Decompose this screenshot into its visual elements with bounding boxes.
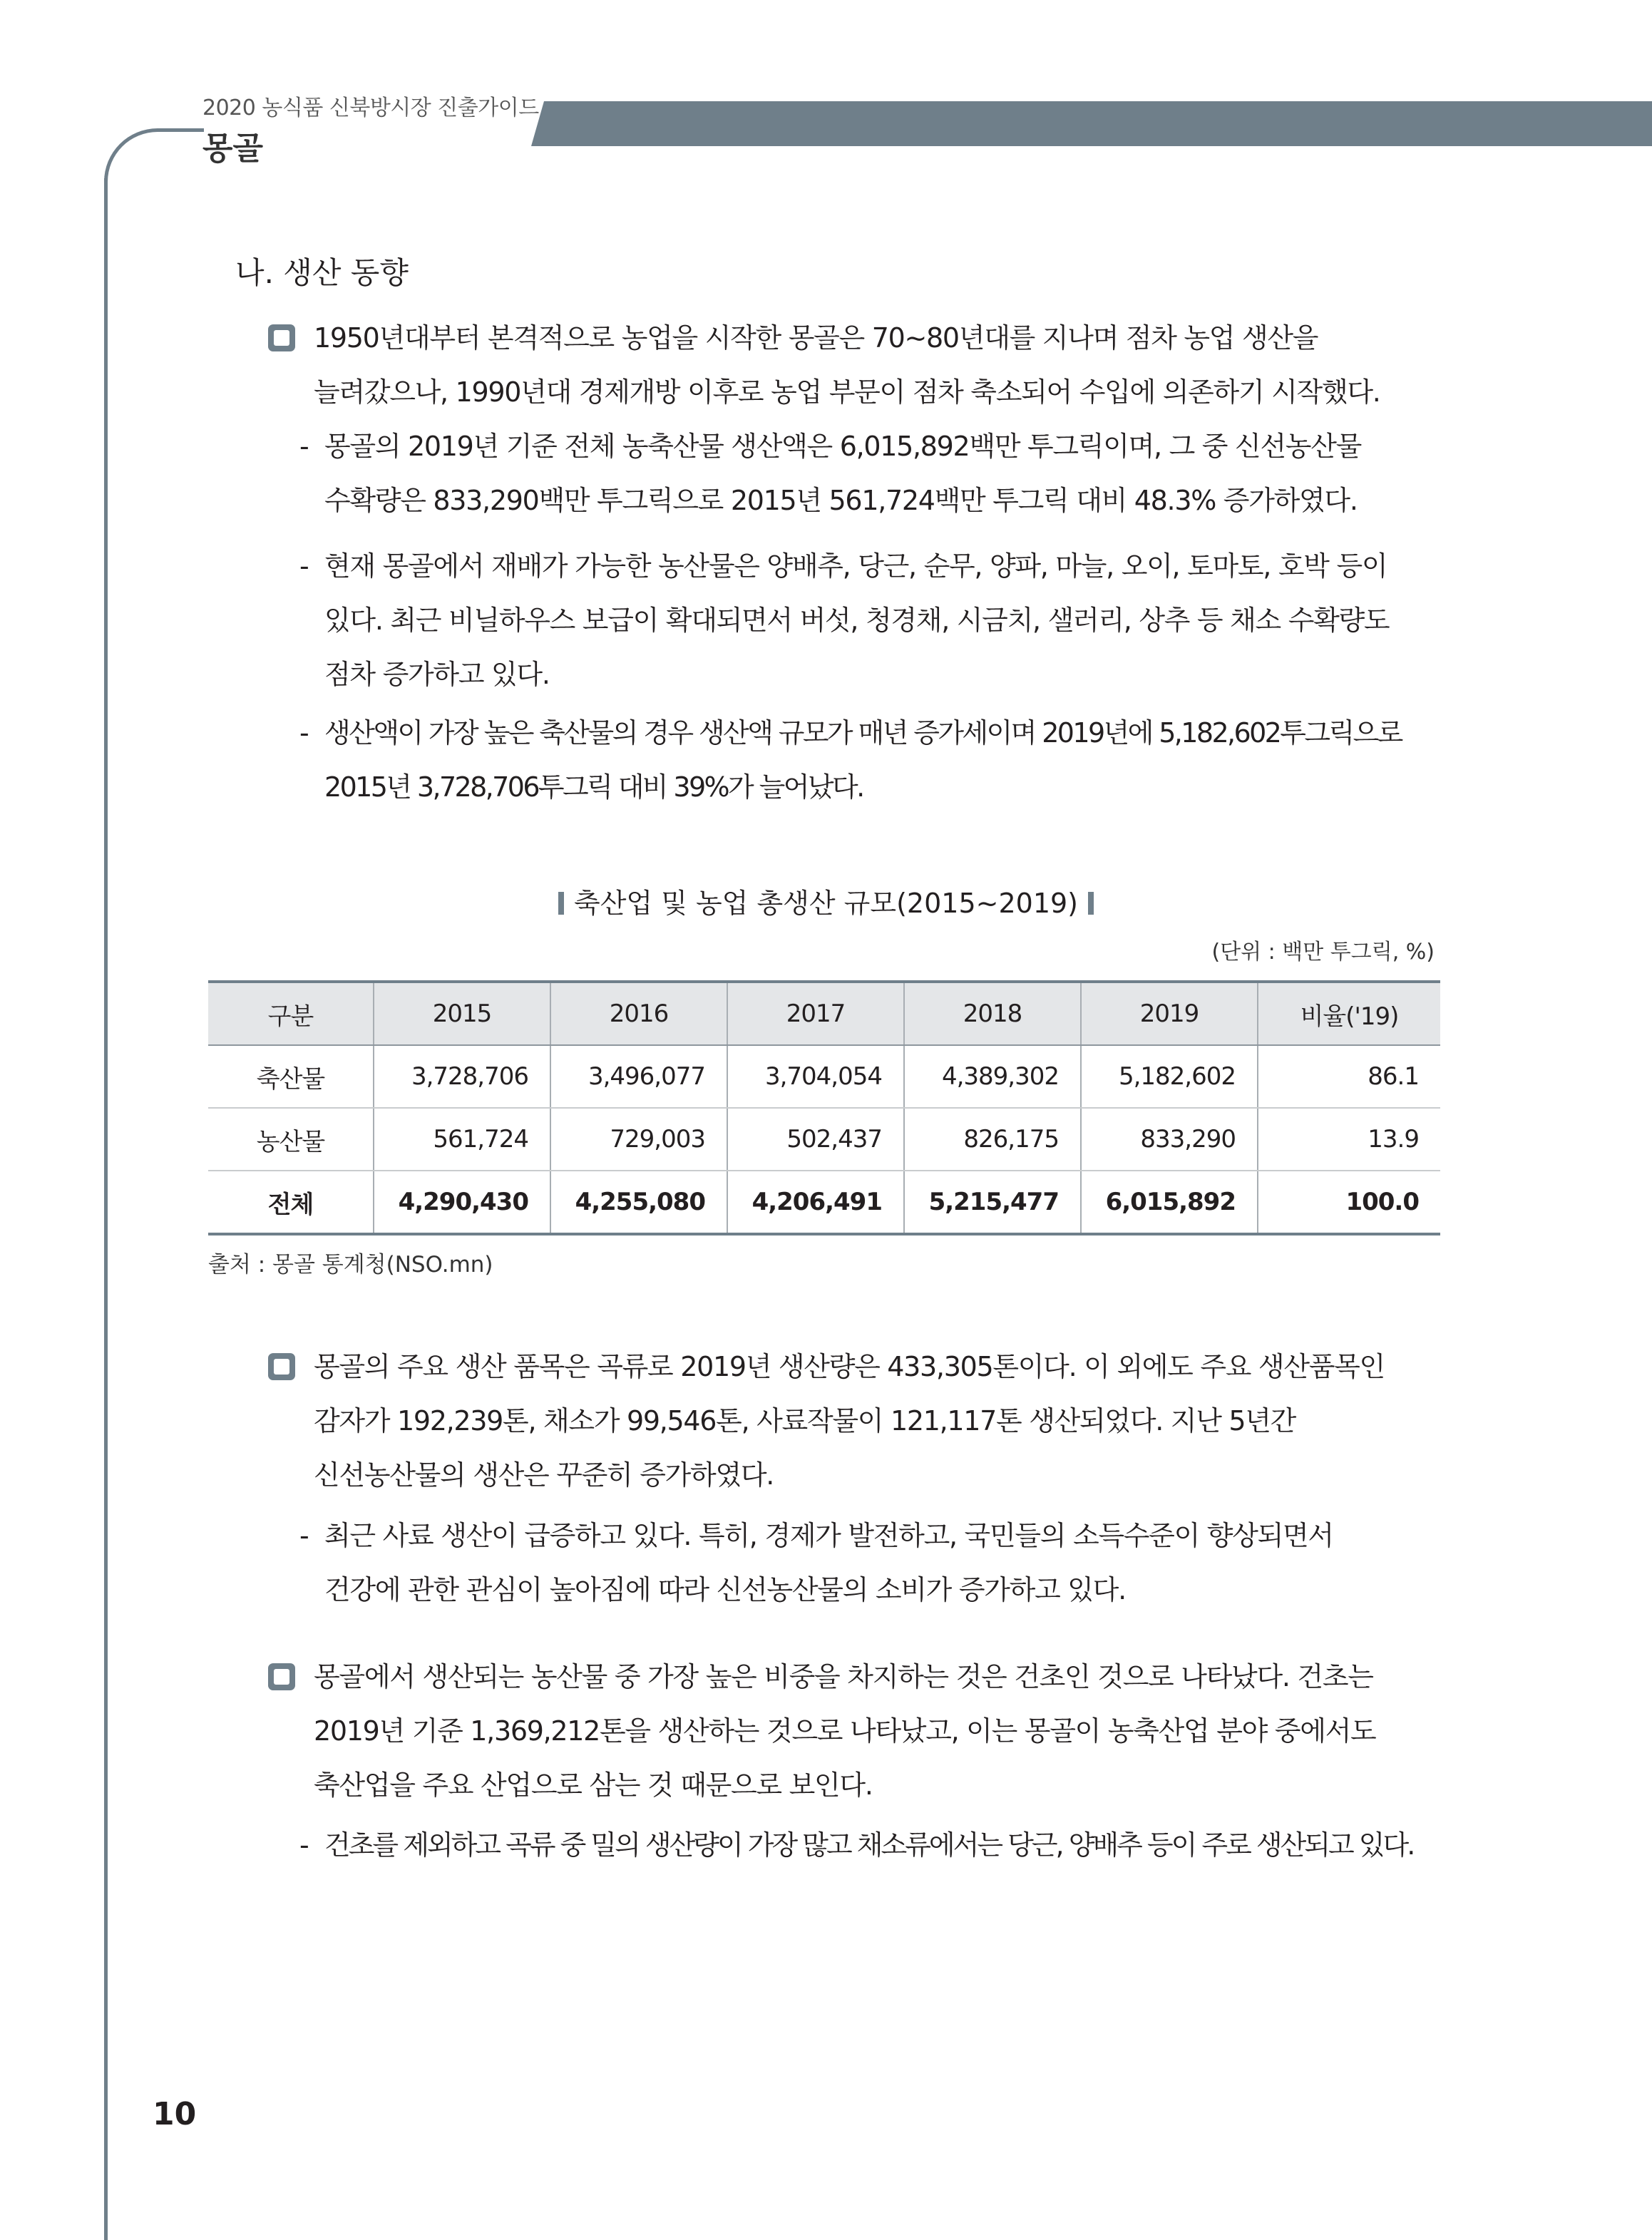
- column-header: 2015: [374, 982, 550, 1045]
- country-title: 몽골: [202, 130, 264, 167]
- dash-item-2: [324, 539, 1389, 702]
- table-cell: 3,704,054: [727, 1045, 904, 1108]
- table-cell: 826,175: [904, 1108, 1081, 1171]
- paragraph-line: 현재 몽골에서 재배가 가능한 농산물은 양배추, 당근, 순무, 양파, 마늘, 오이, 토마토, 호박 등이: [324, 550, 1387, 582]
- paragraph-line: 건강에 관한 관심이 높아짐에 따라 신선농산물의 소비가 증가하고 있다.: [324, 1574, 1126, 1605]
- dash-item-1: [324, 419, 1361, 528]
- paragraph-line: 수확량은 833,290백만 투그릭으로 2015년 561,724백만 투그릭 대비 48.3% 증가하였다.: [324, 485, 1358, 516]
- dash-bullet: -: [299, 1829, 309, 1861]
- paragraph-line: 생산액이 가장 높은 축산물의 경우 생산액 규모가 매년 증가세이며 2019년에 5,182,602투그릭으로: [324, 717, 1402, 749]
- table-cell: 561,724: [374, 1108, 550, 1171]
- paragraph-line: 2015년 3,728,706투그릭 대비 39%가 늘어났다.: [324, 771, 863, 803]
- dash-item-5: [324, 1818, 1413, 1872]
- dash-item-4: [324, 1509, 1333, 1617]
- table-row: [208, 1108, 1440, 1171]
- square-bullet-icon: [268, 324, 295, 351]
- paragraph-line: 신선농산물의 생산은 꾸준히 증가하였다.: [314, 1459, 774, 1491]
- table-total-row: [208, 1171, 1440, 1234]
- column-header: 2017: [727, 982, 904, 1045]
- header-corner-decoration: [104, 128, 204, 228]
- table-unit: (단위 : 백만 투그릭, %): [1211, 940, 1435, 965]
- paragraph-line: 축산업을 주요 산업으로 삼는 것 때문으로 보인다.: [314, 1769, 873, 1801]
- paragraph-line: 건초를 제외하고 곡류 중 밀의 생산량이 가장 많고 채소류에서는 당근, 양배추 등이 주로 생산되고 있다.: [324, 1829, 1414, 1861]
- table-cell: 3,728,706: [374, 1045, 550, 1108]
- table-cell: 100.0: [1258, 1171, 1440, 1234]
- column-header: 구분: [208, 982, 374, 1045]
- table-cell: 502,437: [727, 1108, 904, 1171]
- table-cell: 4,255,080: [550, 1171, 727, 1234]
- table-source: 출처 : 몽골 통계청(NSO.mn): [208, 1252, 493, 1278]
- paragraph-2: [314, 1340, 1385, 1502]
- paragraph-line: 2019년 기준 1,369,212톤을 생산하는 것으로 나타났고, 이는 몽골이 농축산업 분야 중에서도: [314, 1715, 1376, 1747]
- paragraph-line: 몽골의 주요 생산 품목은 곡류로 2019년 생산량은 433,305톤이다. 이 외에도 주요 생산품목인: [314, 1351, 1385, 1382]
- table-cell: 4,206,491: [727, 1171, 904, 1234]
- paragraph-line: 몽골의 2019년 기준 전체 농축산물 생산액은 6,015,892백만 투그릭이며, 그 중 신선농산물: [324, 431, 1362, 462]
- table-header-row: [208, 982, 1440, 1045]
- page-number: 10: [153, 2096, 197, 2132]
- table-cell: 6,015,892: [1081, 1171, 1258, 1234]
- paragraph-1: [314, 311, 1380, 419]
- column-header: 비율('19): [1258, 982, 1440, 1045]
- paragraph-3: [314, 1650, 1375, 1812]
- table-cell: 3,496,077: [550, 1045, 727, 1108]
- dash-bullet: -: [299, 1520, 309, 1551]
- title-bar-right: [1088, 892, 1094, 915]
- paragraph-line: 점차 증가하고 있다.: [324, 659, 550, 690]
- table-cell: 729,003: [550, 1108, 727, 1171]
- table-cell: 5,182,602: [1081, 1045, 1258, 1108]
- table-cell: 4,389,302: [904, 1045, 1081, 1108]
- column-header: 2016: [550, 982, 727, 1045]
- table-cell: 4,290,430: [374, 1171, 550, 1234]
- table-cell: 5,215,477: [904, 1171, 1081, 1234]
- title-bar-left: [558, 892, 564, 915]
- row-label: 축산물: [208, 1045, 374, 1108]
- row-label: 전체: [208, 1171, 374, 1234]
- dash-bullet: -: [299, 550, 309, 582]
- dash-bullet: -: [299, 717, 309, 749]
- square-bullet-icon: [268, 1353, 295, 1380]
- paragraph-line: 있다. 최근 비닐하우스 보급이 확대되면서 버섯, 청경채, 시금치, 샐러리, 상추 등 채소 수확량도: [324, 605, 1390, 636]
- page-left-rule: [104, 178, 108, 2240]
- dash-item-3: [324, 706, 1402, 814]
- header-band: [531, 101, 1652, 146]
- paragraph-line: 최근 사료 생산이 급증하고 있다. 특히, 경제가 발전하고, 국민들의 소득수준이 향상되면서: [324, 1520, 1333, 1551]
- paragraph-line: 1950년대부터 본격적으로 농업을 시작한 몽골은 70~80년대를 지나며 점차 농업 생산을: [314, 322, 1318, 354]
- square-bullet-icon: [268, 1663, 295, 1690]
- column-header: 2018: [904, 982, 1081, 1045]
- row-label: 농산물: [208, 1108, 374, 1171]
- table-row: [208, 1045, 1440, 1108]
- dash-bullet: -: [299, 431, 309, 462]
- table-cell: 13.9: [1258, 1108, 1440, 1171]
- guide-title: 2020 농식품 신북방시장 진출가이드: [202, 96, 539, 120]
- table-title-text: 축산업 및 농업 총생산 규모(2015~2019): [573, 888, 1078, 919]
- column-header: 2019: [1081, 982, 1258, 1045]
- paragraph-line: 몽골에서 생산되는 농산물 중 가장 높은 비중을 차지하는 것은 건초인 것으로 나타났다. 건초는: [314, 1661, 1373, 1692]
- table-cell: 833,290: [1081, 1108, 1258, 1171]
- production-table: [208, 980, 1440, 1235]
- section-title: 나. 생산 동향: [235, 255, 409, 290]
- table-cell: 86.1: [1258, 1045, 1440, 1108]
- table-title: [0, 881, 1652, 920]
- paragraph-line: 늘려갔으나, 1990년대 경제개방 이후로 농업 부문이 점차 축소되어 수입에 의존하기 시작했다.: [314, 376, 1380, 408]
- paragraph-line: 감자가 192,239톤, 채소가 99,546톤, 사료작물이 121,117톤 생산되었다. 지난 5년간: [314, 1405, 1296, 1437]
